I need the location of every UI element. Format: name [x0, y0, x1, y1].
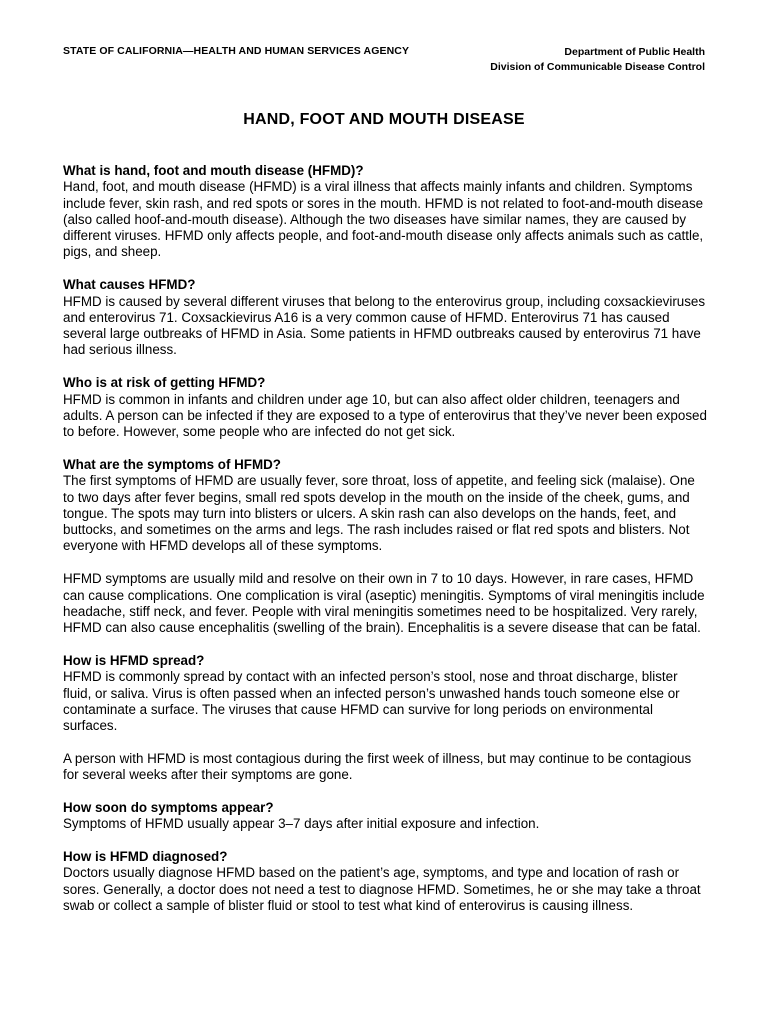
section-paragraph: Hand, foot, and mouth disease (HFMD) is a viral illness that affects mainly infants and children. Symptoms include fever, skin rash, and red spots or sores in the mouth. HFMD is not related to foot-and-mouth disease (also called hoof-and-mouth disease). Although the two diseases have similar names, they are caused by different viruses. HFMD only affects people, and foot-and-mouth disease only affects animals such as cattle, pigs, and sheep.: [63, 179, 704, 260]
section-spread: [63, 653, 708, 784]
section-heading: What is hand, foot and mouth disease (HFMD)?: [63, 163, 364, 178]
division-name: Division of Communicable Disease Control: [490, 61, 705, 73]
document-title: HAND, FOOT AND MOUTH DISEASE: [243, 111, 525, 128]
section-heading: What are the symptoms of HFMD?: [63, 456, 281, 472]
section-heading: How is HFMD diagnosed?: [63, 849, 228, 865]
section-heading: How soon do symptoms appear?: [63, 800, 274, 815]
section-heading: How is HFMD spread?: [63, 652, 205, 668]
department-name: Department of Public Health: [564, 46, 705, 58]
section-paragraph: Symptoms of HFMD usually appear 3–7 days after initial exposure and infection.: [63, 816, 540, 832]
section-risk: [63, 375, 708, 440]
agency-header: STATE OF CALIFORNIA—HEALTH AND HUMAN SERVICES AGENCY: [63, 45, 410, 57]
document-body: [63, 163, 708, 931]
section-paragraph: Doctors usually diagnose HFMD based on the patient’s age, symptoms, and type and location of rash or sores. Generally, a doctor does not need a test to diagnose HFMD. Sometimes, he or she may take a throat swab or collect a sample of blister fluid or stool to test what kind of enterovirus is causing illness.: [63, 865, 701, 913]
section-heading: Who is at risk of getting HFMD?: [63, 375, 266, 391]
section-paragraph: HFMD is caused by several different viruses that belong to the enterovirus group, including coxsackieviruses and enterovirus 71. Coxsackievirus A16 is a very common cause of HFMD. Enterovirus 71 has caused several large outbreaks of HFMD in Asia. Some patients in HFMD outbreaks caused by enterovirus 71 have had serious illness.: [63, 293, 706, 358]
section-causes: [63, 277, 708, 358]
section-diagnosis: [63, 849, 708, 914]
section-what-is-hfmd: [63, 163, 708, 261]
section-symptoms: [63, 457, 708, 636]
section-paragraph: The first symptoms of HFMD are usually fever, sore throat, loss of appetite, and feeling sick (malaise). One to two days after fever begins, small red spots develop in the mouth on the inside of the cheek, gums, and tongue. The spots may turn into blisters or ulcers. A skin rash can also develops on the hands, feet, and buttocks, and sometimes on the arms and legs. The rash includes raised or flat red spots and blisters. Not everyone with HFMD develops all of these symptoms.: [63, 473, 695, 554]
section-paragraph: A person with HFMD is most contagious during the first week of illness, but may continue to be contagious for several weeks after their symptoms are gone.: [63, 750, 692, 783]
section-onset: [63, 800, 708, 833]
department-header: [490, 45, 705, 75]
section-paragraph: HFMD is commonly spread by contact with an infected person’s stool, nose and throat discharge, blister fluid, or saliva. Virus is often passed when an infected person’s unwashed hands touch someone else or contaminate a surface. The viruses that cause HFMD can survive for long periods on environmental surfaces.: [63, 669, 680, 734]
section-paragraph: HFMD symptoms are usually mild and resolve on their own in 7 to 10 days. However, in rare cases, HFMD can cause complications. One complication is viral (aseptic) meningitis. Symptoms of viral meningitis include headache, stiff neck, and fever. People with viral meningitis sometimes need to be hospitalized. Very rarely, HFMD can also cause encephalitis (swelling of the brain). Encephalitis is a severe disease that can be fatal.: [63, 571, 705, 636]
section-paragraph: HFMD is common in infants and children under age 10, but can also affect older children, teenagers and adults. A person can be infected if they are exposed to a type of enterovirus that they’ve never been exposed to before. However, some people who are infected do not get sick.: [63, 391, 707, 440]
section-heading: What causes HFMD?: [63, 277, 196, 293]
